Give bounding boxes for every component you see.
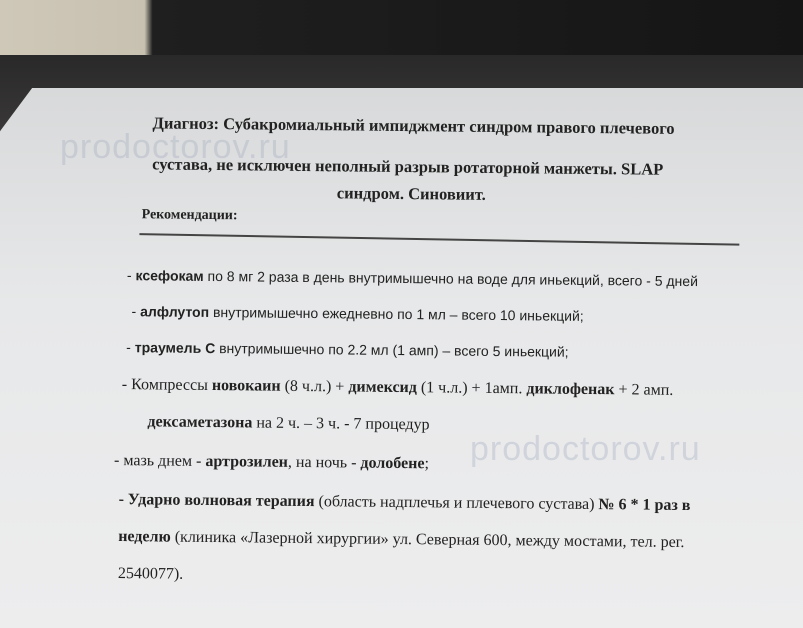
watermark-top: prodoctorov.ru (60, 128, 291, 166)
divider-line (139, 233, 739, 245)
recommendation-item-3: - траумель С внутримышечно по 2.2 мл (1 амп) – всего 5 иньекций; (126, 339, 569, 360)
recommendations-heading: Рекомендации: (141, 207, 238, 224)
recommendation-item-6-line-3: 2540077). (117, 565, 184, 583)
recommendation-item-4-line-2: дексаметазона на 2 ч. – 3 ч. - 7 процедур (147, 413, 430, 434)
recommendation-item-5: - мазь днем - артрозилен, на ночь - долобене; (113, 452, 430, 473)
drug-name: траумель С (134, 339, 216, 357)
recommendation-item-1: - ксефокам по 8 мг 2 раза в день внутримышечно на воде для иньекций, всего - 5 дней (126, 267, 699, 290)
diagnosis-line-2: сустава, не исключен неполный разрыв ротаторной манжеты. SLAP (152, 154, 664, 179)
recommendation-item-4-line-1: - Компрессы новокаин (8 ч.л.) + димексид (1 ч.л.) + 1амп. диклофенак + 2 амп. (121, 376, 674, 399)
recommendation-item-2: - алфлутоп внутримышечно ежедневно по 1 мл – всего 10 иньекций; (131, 303, 584, 324)
diagnosis-line-3: синдром. Синовиит. (336, 183, 486, 204)
drug-name: алфлутоп (140, 303, 210, 320)
drug-name: ксефокам (135, 267, 204, 284)
recommendation-item-6-line-1: - Ударно волновая терапия (область надплечья и плечевого сустава) № 6 * 1 раз в (118, 491, 691, 515)
recommendation-item-6-line-2: неделю (клиника «Лазерной хирургии» ул. Северная 600, между мостами, тел. рег. (118, 528, 685, 551)
diagnosis-line-1: Диагноз: Субакромиальный импиджмент синдром правого плечевого (152, 113, 675, 138)
watermark-bottom: prodoctorov.ru (470, 430, 701, 468)
